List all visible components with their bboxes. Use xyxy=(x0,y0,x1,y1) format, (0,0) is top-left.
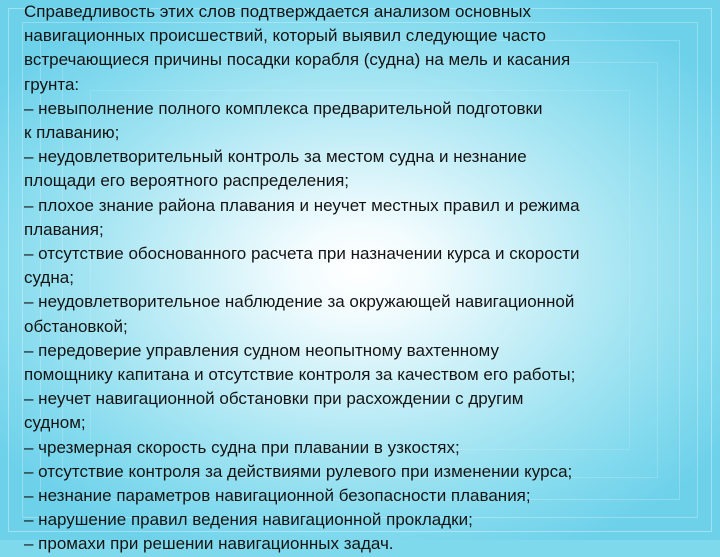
list-item-continuation: судна; xyxy=(24,268,74,288)
list-item: – нарушение правил ведения навигационной прокладки; xyxy=(24,510,473,530)
list-item-continuation: обстановкой; xyxy=(24,316,128,336)
list-item: – отсутствие контроля за действиями рулевого при изменении курса; xyxy=(24,461,573,481)
body-text xyxy=(24,0,700,557)
list-item: – невыполнение полного комплекса предварительной подготовки xyxy=(24,98,543,118)
list-item-continuation: помощнику капитана и отсутствие контроля за качеством его работы; xyxy=(24,365,576,385)
list-item: – промахи при решении навигационных задач. xyxy=(24,534,394,554)
list-item: – плохое знание района плавания и неучет местных правил и режима xyxy=(24,195,580,215)
list-item: – передоверие управления судном неопытному вахтенному xyxy=(24,340,499,360)
list-item-continuation: площади его вероятного распределения; xyxy=(24,171,350,191)
list-item: – отсутствие обоснованного расчета при назначении курса и скорости xyxy=(24,244,580,264)
text-line: грунта: xyxy=(24,74,80,94)
list-item: – неучет навигационной обстановки при расхождении с другим xyxy=(24,389,524,409)
text-line: встречающиеся причины посадки корабля (судна) на мель и касания xyxy=(24,50,571,70)
list-item: – чрезмерная скорость судна при плавании в узкостях; xyxy=(24,437,460,457)
list-item: – незнание параметров навигационной безопасности плавания; xyxy=(24,486,531,506)
list-item-continuation: к плаванию; xyxy=(24,123,120,143)
text-line: Справедливость этих слов подтверждается анализом основных xyxy=(24,2,531,21)
list-item: – неудовлетворительное наблюдение за окружающей навигационной xyxy=(24,292,575,312)
list-item-continuation: плавания; xyxy=(24,219,104,239)
list-item: – неудовлетворительный контроль за местом судна и незнание xyxy=(24,147,527,167)
text-line: навигационных происшествий, который выявил следующие часто xyxy=(24,26,546,46)
list-item-continuation: судном; xyxy=(24,413,86,433)
